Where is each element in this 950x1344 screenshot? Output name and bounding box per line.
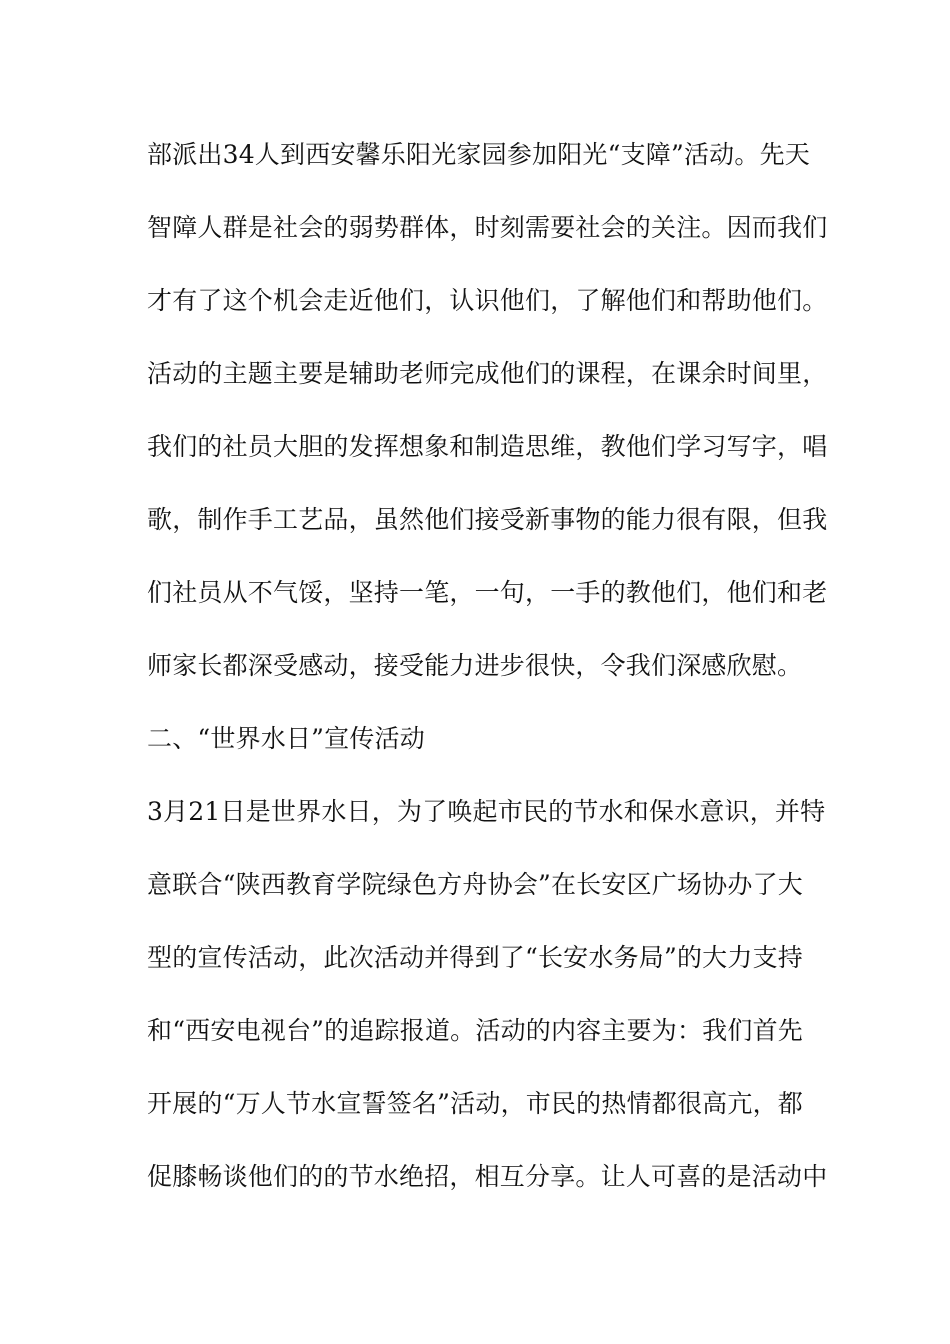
body-text xyxy=(147,130,828,1225)
text-line: 3月21日是世界水日，为了唤起市民的节水和保水意识，并特 xyxy=(147,797,826,826)
text-line: 部派出34人到西安馨乐阳光家园参加阳光“支障”活动。先天 xyxy=(147,140,810,169)
text-line: 型的宣传活动，此次活动并得到了“长安水务局”的大力支持 xyxy=(147,943,803,972)
text-line: 师家长都深受感动，接受能力进步很快，令我们深感欣慰。 xyxy=(147,651,803,680)
text-line: 我们的社员大胆的发挥想象和制造思维，教他们学习写字，唱 xyxy=(147,432,828,461)
text-line: 们社员从不气馁，坚持一笔，一句，一手的教他们，他们和老 xyxy=(147,578,828,607)
text-line: 开展的“万人节水宣誓签名”活动，市民的热情都很高亢，都 xyxy=(147,1089,803,1118)
text-line: 智障人群是社会的弱势群体，时刻需要社会的关注。因而我们 xyxy=(147,213,828,242)
text-line: 促膝畅谈他们的的节水绝招，相互分享。让人可喜的是活动中 xyxy=(147,1162,828,1191)
text-line: 歌，制作手工艺品，虽然他们接受新事物的能力很有限，但我 xyxy=(147,505,828,534)
text-line: 和“西安电视台”的追踪报道。活动的内容主要为：我们首先 xyxy=(147,1016,803,1045)
text-line: 活动的主题主要是辅助老师完成他们的课程，在课余时间里， xyxy=(147,359,828,388)
text-line: 意联合“陕西教育学院绿色方舟协会”在长安区广场协办了大 xyxy=(147,870,803,899)
section-heading: 二、“世界水日”宣传活动 xyxy=(147,724,425,753)
text-line: 才有了这个机会走近他们，认识他们，了解他们和帮助他们。 xyxy=(147,286,828,315)
